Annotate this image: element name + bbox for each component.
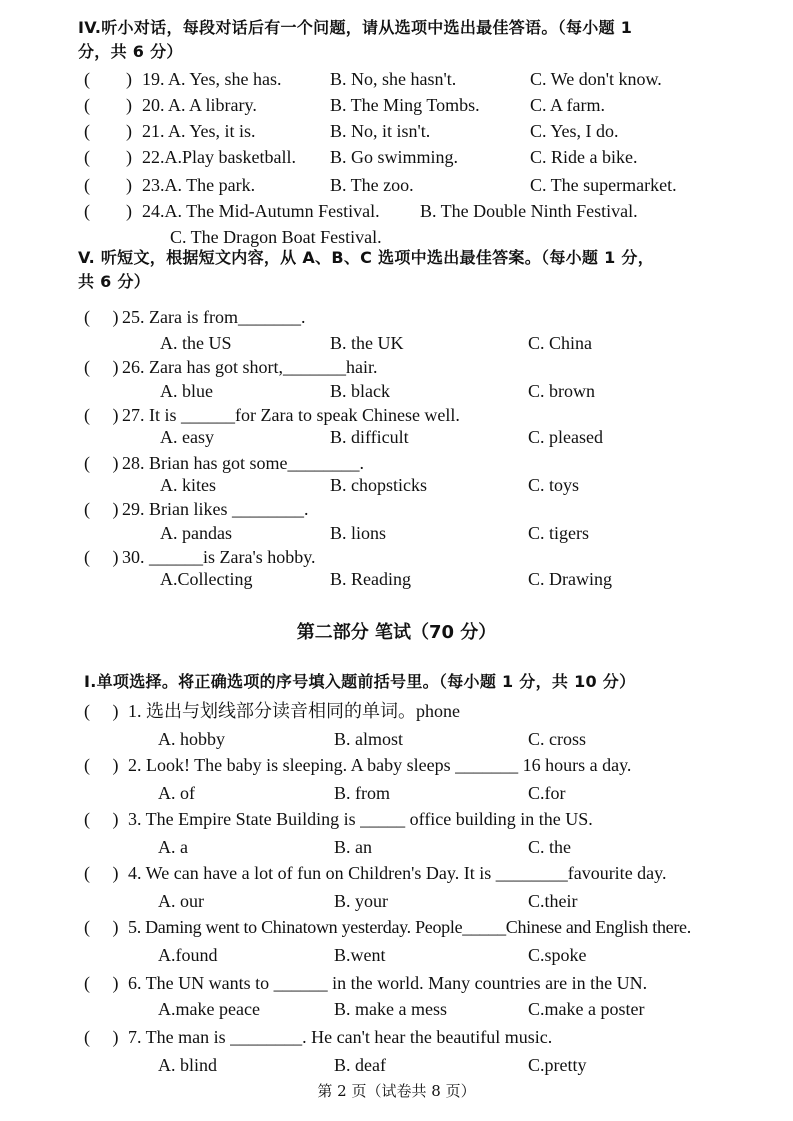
question-stem: 2. Look! The baby is sleeping. A baby sleeps _______ 16 hours a day. [128, 755, 632, 775]
answer-bracket[interactable]: ( ) [84, 405, 119, 425]
option-a: A.make peace [158, 999, 260, 1019]
option-c: C.spoke [528, 945, 587, 965]
question-stem: 23.A. The park. [142, 175, 256, 195]
answer-bracket[interactable]: ( ) [84, 701, 119, 721]
section-iv-title [78, 16, 718, 64]
option-a: A. our [158, 891, 204, 911]
option-c: C. pleased [528, 427, 603, 447]
option-b: B. from [334, 783, 390, 803]
question-stem: 1. 选出与划线部分读音相同的单词。phone [128, 701, 460, 721]
answer-bracket[interactable]: ( ) [84, 809, 119, 829]
section-v-title-line2: 共 6 分） [78, 272, 151, 291]
option-a: A. the US [160, 333, 232, 353]
option-b: B. lions [330, 523, 387, 543]
answer-bracket[interactable]: ( ) [84, 1027, 119, 1047]
option-b: B.went [334, 945, 386, 965]
option-c: C.make a poster [528, 999, 645, 1019]
answer-bracket[interactable]: ( ) [84, 499, 119, 519]
answer-bracket[interactable]: ( ) [84, 973, 119, 993]
option-c: C. tigers [528, 523, 589, 543]
option-a: A. easy [160, 427, 214, 447]
option-c: C.their [528, 891, 578, 911]
part-2-heading: 第二部分 笔试（70 分） [296, 622, 497, 643]
question-stem: 6. The UN wants to ______ in the world. Many countries are in the UN. [128, 973, 648, 993]
option-c: C. Yes, I do. [530, 121, 619, 141]
option-c: C. the [528, 837, 571, 857]
option-b: B. chopsticks [330, 475, 427, 495]
option-b: B. Reading [330, 569, 411, 589]
option-c: C. toys [528, 475, 580, 495]
question-stem: 25. Zara is from_______. [122, 307, 306, 327]
option-b: B. No, she hasn't. [330, 69, 457, 89]
option-c: C. The supermarket. [530, 175, 677, 195]
section-v-title-line1: V. 听短文，根据短文内容，从 A、B、C 选项中选出最佳答案。（每小题 1 分， [78, 248, 655, 267]
section-v-title [78, 246, 718, 294]
question-stem: 5. Daming went to Chinatown yesterday. People_____Chinese and English there. [128, 917, 691, 937]
option-b: B. The zoo. [330, 175, 414, 195]
answer-bracket[interactable]: ( ) [84, 357, 119, 377]
answer-bracket[interactable]: ( ) [84, 121, 132, 141]
option-b: B. your [334, 891, 388, 911]
option-c: C.pretty [528, 1055, 587, 1075]
option-c: C. cross [528, 729, 586, 749]
answer-bracket[interactable]: ( ) [84, 917, 119, 937]
option-b: B. The Ming Tombs. [330, 95, 480, 115]
question-stem: 27. It is ______for Zara to speak Chinese well. [122, 405, 460, 425]
option-c: C. The Dragon Boat Festival. [170, 227, 382, 247]
option-b: B. No, it isn't. [330, 121, 431, 141]
option-c: C. We don't know. [530, 69, 662, 89]
option-c: C. A farm. [530, 95, 605, 115]
answer-bracket[interactable]: ( ) [84, 863, 119, 883]
option-a: A. blue [160, 381, 213, 401]
option-a: A. blind [158, 1055, 218, 1075]
answer-bracket[interactable]: ( ) [84, 147, 132, 167]
page-footer: 第 2 页（试卷共 8 页） [317, 1082, 476, 1100]
option-a: A. a [158, 837, 188, 857]
option-c: C.for [528, 783, 566, 803]
answer-bracket[interactable]: ( ) [84, 95, 132, 115]
question-stem: 7. The man is ________. He can't hear the beautiful music. [128, 1027, 553, 1047]
section-iv-title-line2: 分，共 6 分） [78, 42, 183, 61]
option-b: B. almost [334, 729, 404, 749]
answer-bracket[interactable]: ( ) [84, 175, 132, 195]
answer-bracket[interactable]: ( ) [84, 201, 132, 221]
option-c: C. brown [528, 381, 595, 401]
option-b: B. black [330, 381, 390, 401]
option-b: B. Go swimming. [330, 147, 459, 167]
option-b: B. difficult [330, 427, 409, 447]
question-stem: 30. ______is Zara's hobby. [122, 547, 316, 567]
option-a: A. pandas [160, 523, 232, 543]
question-stem: 22.A.Play basketball. [142, 147, 296, 167]
option-c: C. Drawing [528, 569, 612, 589]
option-a: A. of [158, 783, 195, 803]
option-a: A.found [158, 945, 218, 965]
option-a: A.Collecting [160, 569, 253, 589]
option-b: B. make a mess [334, 999, 447, 1019]
question-stem: 29. Brian likes ________. [122, 499, 309, 519]
question-stem: 24.A. The Mid-Autumn Festival. [142, 201, 380, 221]
answer-bracket[interactable]: ( ) [84, 307, 119, 327]
option-a: A. hobby [158, 729, 225, 749]
question-stem: 28. Brian has got some________. [122, 453, 364, 473]
option-b: B. deaf [334, 1055, 386, 1075]
section-i-title: I.单项选择。将正确选项的序号填入题前括号里。（每小题 1 分，共 10 分） [84, 672, 636, 691]
option-a: A. kites [160, 475, 216, 495]
answer-bracket[interactable]: ( ) [84, 755, 119, 775]
question-stem: 20. A. A library. [142, 95, 257, 115]
option-c: C. Ride a bike. [530, 147, 638, 167]
answer-bracket[interactable]: ( ) [84, 69, 132, 89]
question-stem: 4. We can have a lot of fun on Children's Day. It is ________favourite day. [128, 863, 667, 883]
question-stem: 3. The Empire State Building is _____ office building in the US. [128, 809, 593, 829]
option-b: B. The Double Ninth Festival. [420, 201, 638, 221]
answer-bracket[interactable]: ( ) [84, 547, 119, 567]
option-b: B. an [334, 837, 372, 857]
answer-bracket[interactable]: ( ) [84, 453, 119, 473]
option-b: B. the UK [330, 333, 404, 353]
question-stem: 19. A. Yes, she has. [142, 69, 282, 89]
question-stem: 26. Zara has got short,_______hair. [122, 357, 378, 377]
section-iv-title-line1: IV.听小对话，每段对话后有一个问题，请从选项中选出最佳答语。（每小题 1 [78, 18, 633, 37]
question-stem: 21. A. Yes, it is. [142, 121, 256, 141]
option-c: C. China [528, 333, 593, 353]
